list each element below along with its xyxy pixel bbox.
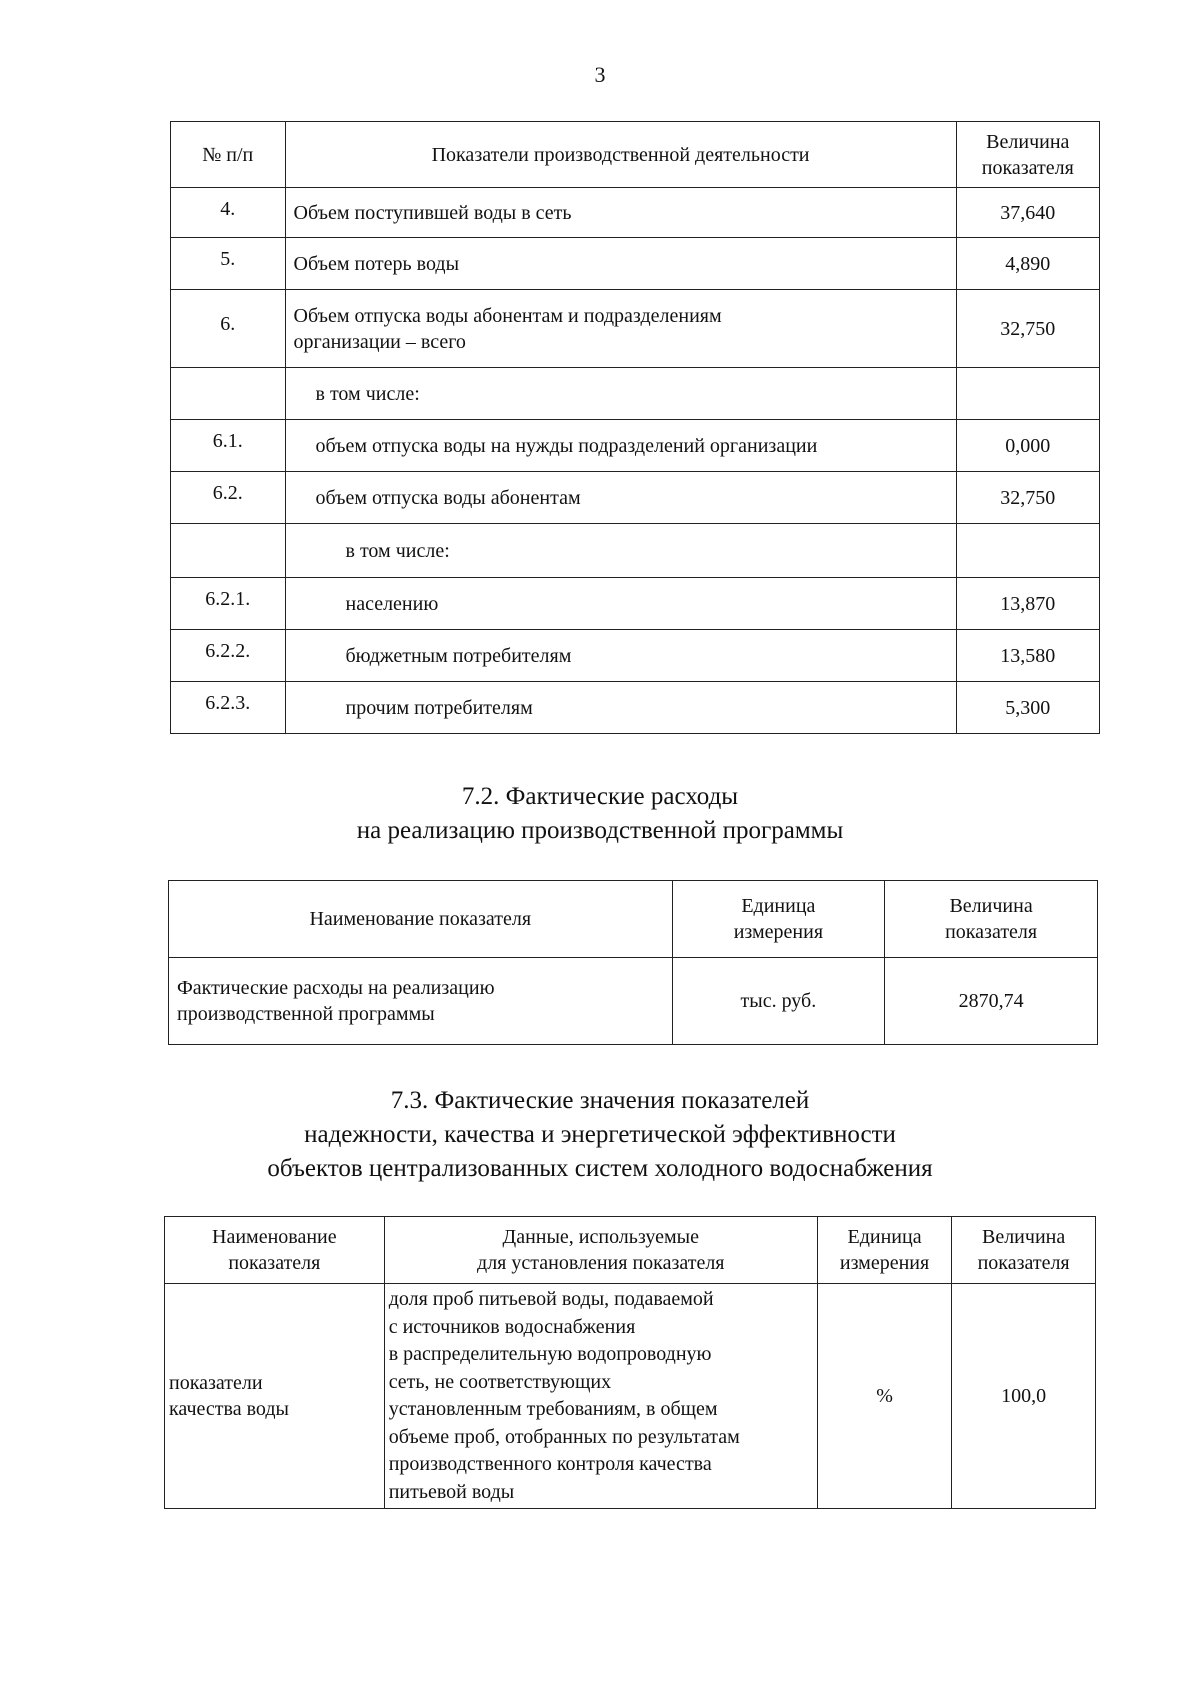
column-header-unit: Единица измерения bbox=[817, 1217, 951, 1284]
row-value: 32,750 bbox=[956, 290, 1099, 368]
row-number: 6.2. bbox=[171, 472, 286, 524]
row-number: 6.2.2. bbox=[171, 630, 286, 682]
section-heading-7-2 bbox=[0, 780, 1200, 848]
row-value: 37,640 bbox=[956, 188, 1099, 238]
row-value bbox=[956, 368, 1099, 420]
row-indicator: Объем отпуска воды абонентам и подразделениям организации – всего bbox=[285, 290, 956, 368]
table-row bbox=[171, 238, 1100, 290]
row-unit: % bbox=[817, 1284, 951, 1509]
row-data-description: доля проб питьевой воды, подаваемой с источников водоснабжения в распределительную водопроводную сеть, не соответствующих установленным требованиям, в общем объеме проб, отобранных по результатам производственного контроля качества питьевой воды bbox=[384, 1284, 817, 1509]
actual-expenses-table bbox=[168, 880, 1098, 1045]
table-row bbox=[171, 188, 1100, 238]
column-header-unit: Единица измерения bbox=[672, 881, 885, 958]
heading-line: на реализацию производственной программы bbox=[356, 817, 844, 844]
section-heading-7-3 bbox=[0, 1084, 1200, 1186]
row-value: 13,580 bbox=[956, 630, 1099, 682]
row-number: 6.2.3. bbox=[171, 682, 286, 734]
row-value: 5,300 bbox=[956, 682, 1099, 734]
heading-line: объектов централизованных систем холодного водоснабжения bbox=[267, 1155, 933, 1182]
row-value: 0,000 bbox=[956, 420, 1099, 472]
table-row bbox=[171, 682, 1100, 734]
table-row bbox=[171, 290, 1100, 368]
column-header-data: Данные, используемые для установления показателя bbox=[384, 1217, 817, 1284]
column-header-name: Наименование показателя bbox=[169, 881, 673, 958]
column-header-indicator: Показатели производственной деятельности bbox=[285, 122, 956, 188]
table-row bbox=[171, 472, 1100, 524]
heading-line: надежности, качества и энергетической эффективности bbox=[304, 1121, 896, 1148]
reliability-quality-table bbox=[164, 1216, 1096, 1509]
row-value: 100,0 bbox=[952, 1284, 1096, 1509]
row-value: 13,870 bbox=[956, 578, 1099, 630]
row-value: 4,890 bbox=[956, 238, 1099, 290]
row-number: 6.1. bbox=[171, 420, 286, 472]
table-row bbox=[169, 958, 1098, 1045]
table-row bbox=[165, 1284, 1096, 1509]
row-indicator: показатели качества воды bbox=[165, 1284, 385, 1509]
column-header-value: Величина показателя bbox=[952, 1217, 1096, 1284]
row-number: 4. bbox=[171, 188, 286, 238]
row-indicator: объем отпуска воды на нужды подразделений организации bbox=[285, 420, 956, 472]
table-row bbox=[171, 368, 1100, 420]
row-value bbox=[956, 524, 1099, 578]
column-header-number: № п/п bbox=[171, 122, 286, 188]
heading-line: 7.2. Фактические расходы bbox=[461, 783, 739, 810]
row-indicator: населению bbox=[285, 578, 956, 630]
row-indicator: бюджетным потребителям bbox=[285, 630, 956, 682]
row-indicator: в том числе: bbox=[285, 368, 956, 420]
table-header-row bbox=[171, 122, 1100, 188]
row-number: 6. bbox=[171, 290, 286, 368]
row-value: 32,750 bbox=[956, 472, 1099, 524]
table-row bbox=[171, 420, 1100, 472]
row-indicator: Объем поступившей воды в сеть bbox=[285, 188, 956, 238]
row-number: 6.2.1. bbox=[171, 578, 286, 630]
table-header-row bbox=[165, 1217, 1096, 1284]
row-indicator: Фактические расходы на реализацию производственной программы bbox=[169, 958, 673, 1045]
row-number bbox=[171, 368, 286, 420]
heading-line: 7.3. Фактические значения показателей bbox=[390, 1087, 810, 1114]
row-indicator: в том числе: bbox=[285, 524, 956, 578]
column-header-name: Наименование показателя bbox=[165, 1217, 385, 1284]
row-indicator: Объем потерь воды bbox=[285, 238, 956, 290]
row-indicator: прочим потребителям bbox=[285, 682, 956, 734]
row-number: 5. bbox=[171, 238, 286, 290]
row-unit: тыс. руб. bbox=[672, 958, 885, 1045]
column-header-value: Величина показателя bbox=[885, 881, 1098, 958]
row-indicator: объем отпуска воды абонентам bbox=[285, 472, 956, 524]
column-header-value: Величина показателя bbox=[956, 122, 1099, 188]
table-row bbox=[171, 578, 1100, 630]
table-row bbox=[171, 524, 1100, 578]
page-number: 3 bbox=[594, 62, 606, 87]
production-indicators-table bbox=[170, 121, 1100, 734]
table-header-row bbox=[169, 881, 1098, 958]
table-row bbox=[171, 630, 1100, 682]
row-value: 2870,74 bbox=[885, 958, 1098, 1045]
row-number bbox=[171, 524, 286, 578]
